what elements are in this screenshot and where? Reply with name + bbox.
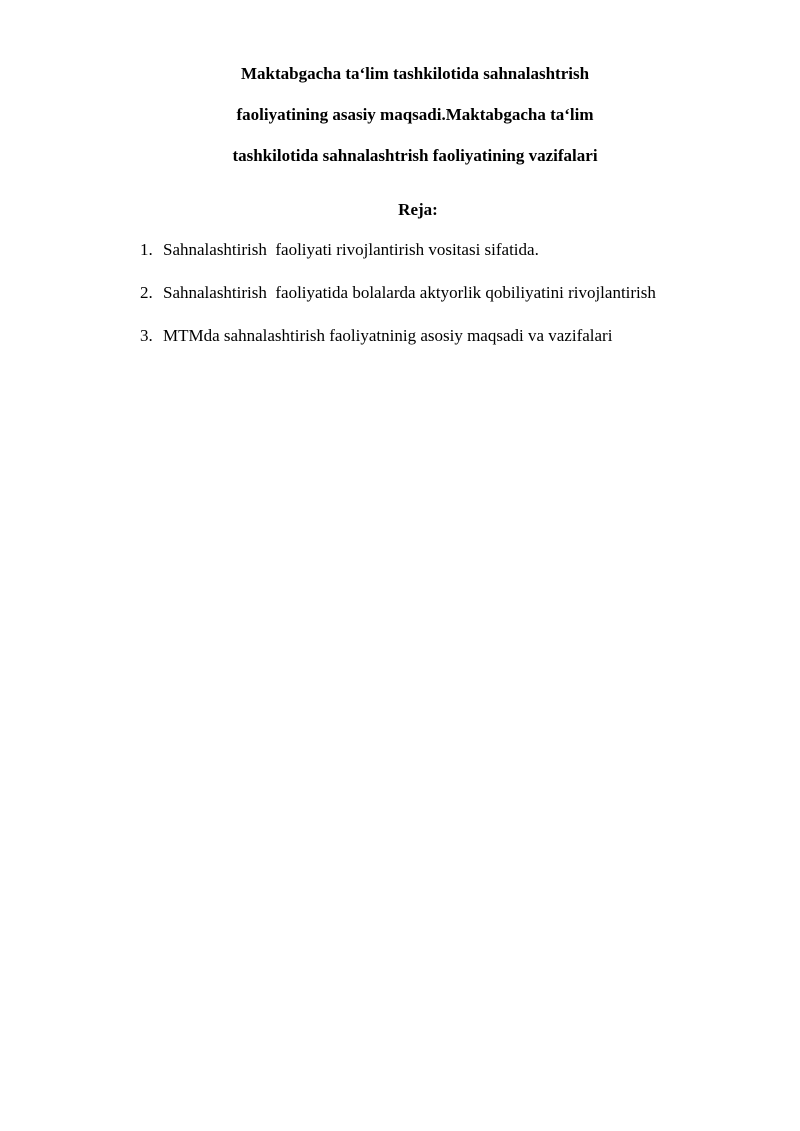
plan-item-1 [140,240,656,260]
plan-heading: Reja: [398,200,438,219]
plan-item-number: 1. [140,240,153,259]
plan-item-number: 2. [140,283,153,302]
plan-item-text: Sahnalashtirish faoliyati rivojlantirish vositasi sifatida. [163,240,539,259]
title-line-1: Maktabgacha taʻlim tashkilotida sahnalashtrish [240,64,590,83]
plan-item-2 [140,283,656,303]
plan-item-number: 3. [140,326,153,345]
plan-item-text: Sahnalashtirish faoliyatida bolalarda aktyorlik qobiliyatini rivojlantirish [163,283,656,302]
title-line-2: faoliyatining asasiy maqsadi.Maktabgacha taʻlim [236,105,594,124]
document-title [0,64,800,187]
title-line-3: tashkilotida sahnalashtrish faoliyatining vazifalari [232,146,598,165]
plan-item-text: MTMda sahnalashtirish faoliyatninig asosiy maqsadi va vazifalari [163,326,613,345]
plan-list [140,240,656,369]
plan-item-3 [140,326,656,346]
